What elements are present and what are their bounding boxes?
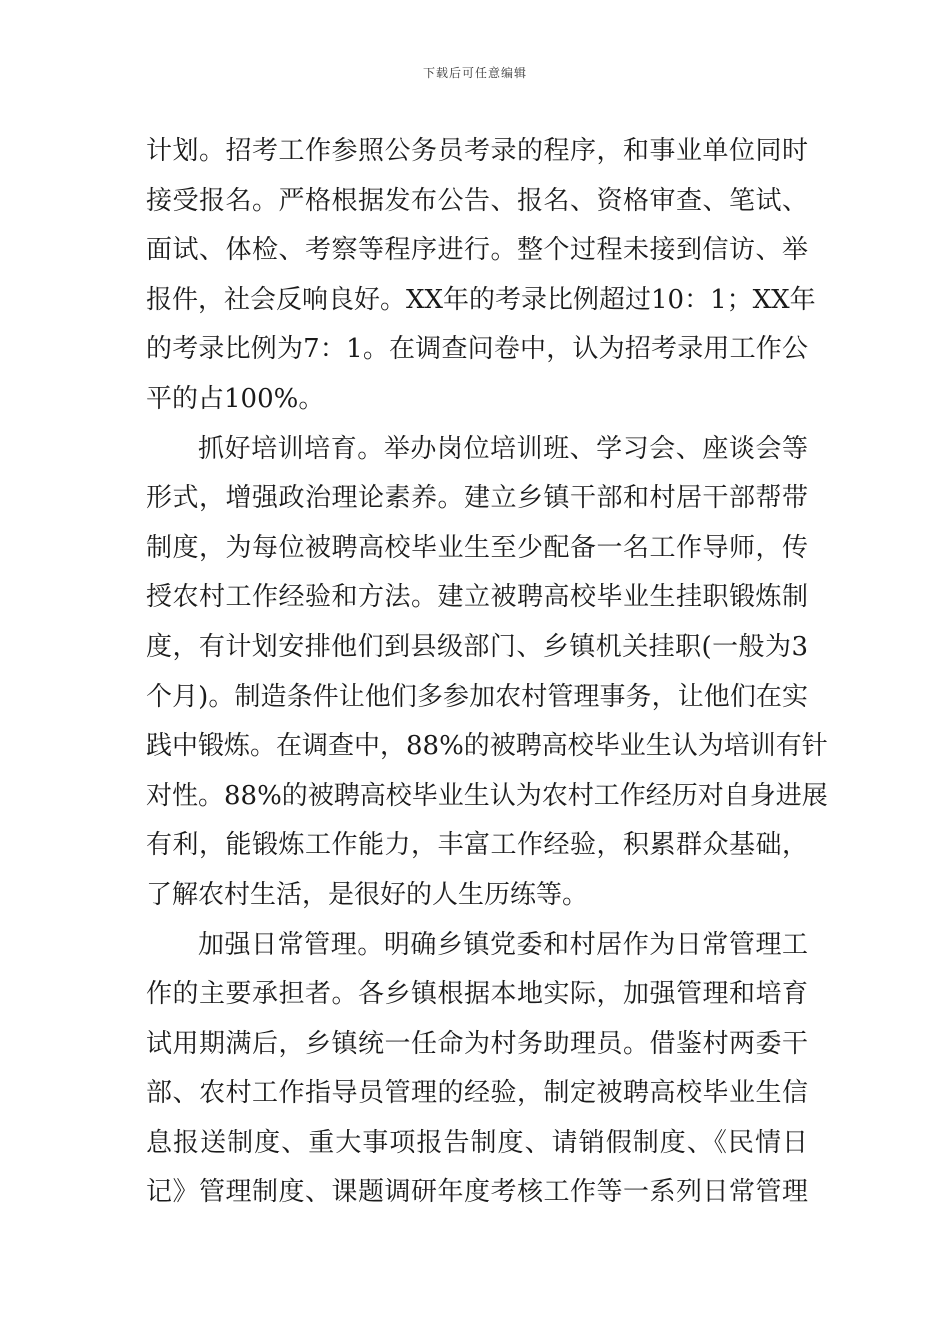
text-line: 报件，社会反响良好。XX年的考录比例超过10：1；XX年 [146, 284, 816, 315]
text-line: 部、农村工作指导员管理的经验，制定被聘高校毕业生信 [146, 1078, 808, 1109]
text-line: 抓好培训培育。举办岗位培训班、学习会、座谈会等 [198, 433, 808, 464]
text-line: 制度，为每位被聘高校毕业生至少配备一名工作导师，传 [146, 532, 808, 563]
text-line: 的考录比例为7：1。在调查问卷中，认为招考录用工作公 [146, 334, 808, 365]
paragraph-2 [146, 425, 828, 921]
text-line: 息报送制度、重大事项报告制度、请销假制度、《民情日 [146, 1127, 808, 1158]
text-line: 了解农村生活，是很好的人生历练等。 [146, 879, 589, 910]
text-line: 践中锻炼。在调查中，88%的被聘高校毕业生认为培训有针 [146, 731, 828, 762]
text-line: 计划。招考工作参照公务员考录的程序，和事业单位同时 [146, 136, 808, 166]
text-line: 接受报名。严格根据发布公告、报名、资格审查、笔试、 [146, 185, 808, 216]
text-line: 授农村工作经验和方法。建立被聘高校毕业生挂职锻炼制 [146, 582, 808, 613]
text-line: 形式，增强政治理论素养。建立乡镇干部和村居干部帮带 [146, 483, 808, 514]
text-line: 试用期满后，乡镇统一任命为村务助理员。借鉴村两委干 [146, 1028, 808, 1059]
page-header: 下载后可任意编辑 [422, 66, 527, 80]
paragraph-1 [146, 127, 816, 425]
paragraph-3 [146, 921, 808, 1219]
text-line: 平的占100%。 [146, 383, 325, 414]
text-line: 作的主要承担者。各乡镇根据本地实际，加强管理和培育 [146, 979, 808, 1010]
document-body [146, 127, 828, 1218]
text-line: 记》管理制度、课题调研年度考核工作等一系列日常管理 [146, 1177, 808, 1208]
text-line: 对性。88%的被聘高校毕业生认为农村工作经历对自身进展 [146, 780, 828, 811]
text-line: 面试、体检、考察等程序进行。整个过程未接到信访、举 [146, 235, 808, 266]
text-line: 有利，能锻炼工作能力，丰富工作经验，积累群众基础， [146, 830, 808, 861]
text-line: 个月)。制造条件让他们多参加农村管理事务，让他们在实 [146, 681, 808, 712]
text-line: 加强日常管理。明确乡镇党委和村居作为日常管理工 [198, 929, 808, 960]
text-line: 度，有计划安排他们到县级部门、乡镇机关挂职(一般为3 [146, 631, 808, 662]
